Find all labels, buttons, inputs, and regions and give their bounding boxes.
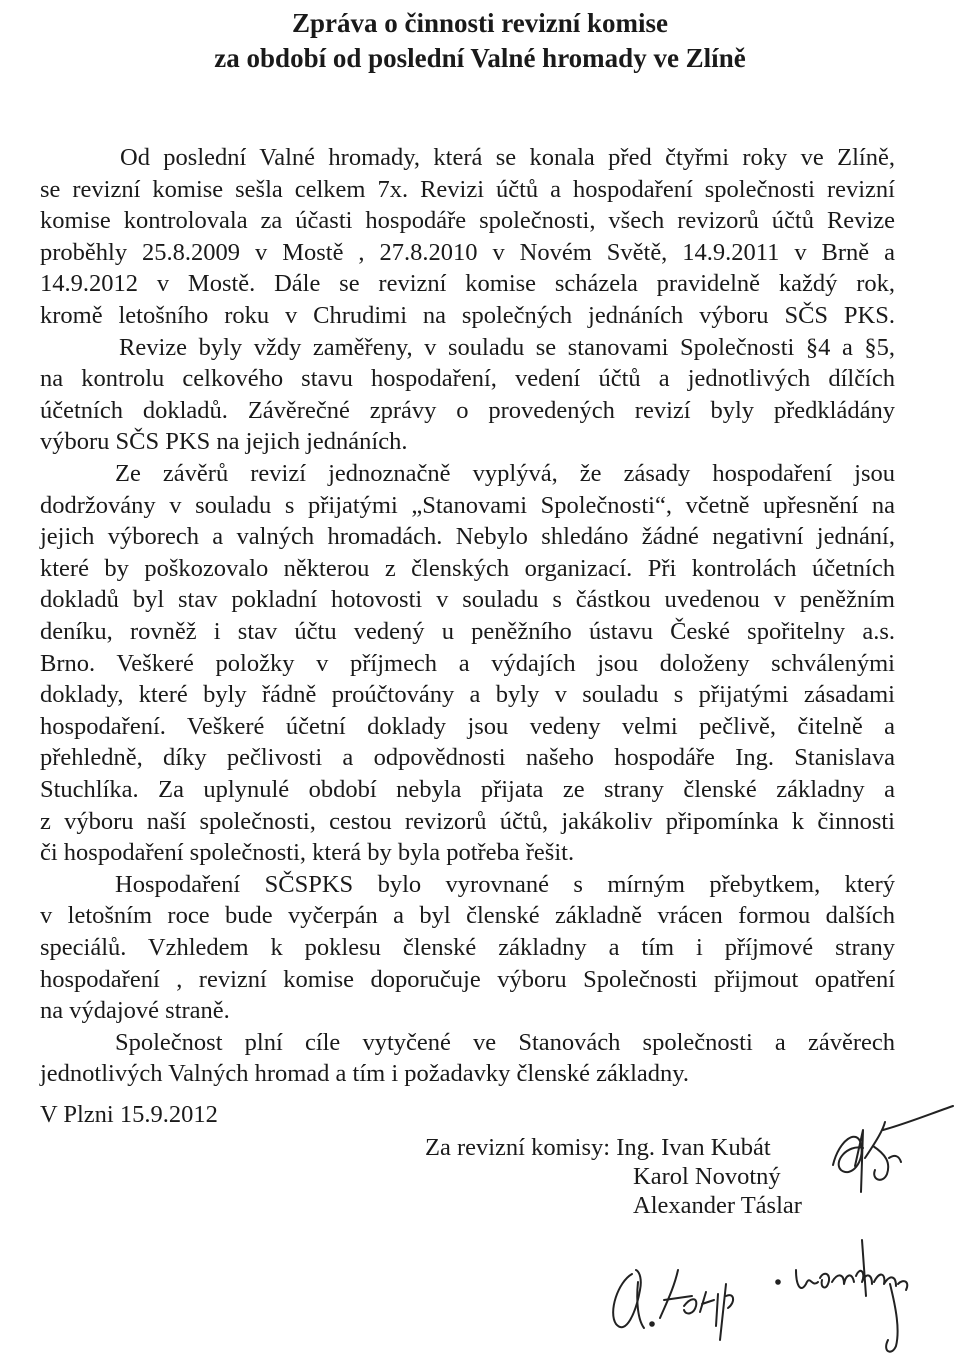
- handwritten-signatures-taslar-novotny: [600, 1212, 940, 1362]
- body-line: doklady, které byly řádně proúčtovány a byly v souladu s přijatými zásadami: [40, 681, 895, 709]
- body-line: Revize byly vždy zaměřeny, v souladu se stanovami Společnosti §4 a §5,: [119, 333, 895, 361]
- body-line: hospodaření , revizní komise doporučuje výboru Společnosti přijmout opatření: [40, 965, 895, 993]
- body-line: Společnost plní cíle vytyčené ve Stanovách společnosti a závěrech: [115, 1028, 895, 1056]
- body-line: dokladů byl stav pokladní hotovosti v souladu s částkou uvedenou v peněžním: [40, 586, 895, 614]
- body-line: výboru SČS PKS na jejich jednáních.: [40, 428, 408, 456]
- body-line: účetních dokladů. Závěrečné zprávy o provedených revizí byly předkládány: [40, 396, 895, 424]
- place-and-date: V Plzni 15.9.2012: [40, 1101, 218, 1128]
- body-line: kromě letošního roku v Chrudimi na společných jednáních výboru SČS PKS.: [40, 302, 895, 329]
- body-line: dodržovány v souladu s přijatými „Stanovami Společnosti“, včetně upřesnění na: [40, 491, 895, 519]
- body-line: jednotlivých Valných hromad a tím i požadavky členské základny.: [40, 1060, 690, 1088]
- document-subtitle: za období od poslední Valné hromady ve Zlíně: [214, 43, 746, 73]
- body-line: Hospodaření SČSPKS bylo vyrovnané s mírným přebytkem, který: [115, 870, 895, 898]
- body-line: se revizní komise sešla celkem 7x. Revizi účtů a hospodaření společnosti revizní: [40, 175, 895, 203]
- body-line: 14.9.2012 v Mostě. Dále se revizní komise scházela pravidelně každý rok,: [40, 270, 895, 298]
- body-line: z výboru naší společnosti, cestou revizorů účtů, jakákoliv připomínka k činnosti: [40, 807, 895, 835]
- body-line: Brno. Veškeré položky v příjmech a výdajích jsou doloženy schválenými: [40, 649, 895, 677]
- body-line: deníku, rovněž i stav účtu vedený u peněžního ústavu České spořitelny a.s.: [40, 618, 895, 645]
- body-line: které by poškozovalo některou z členských organizací. Při kontrolách účetních: [40, 554, 895, 582]
- body-line: Od poslední Valné hromady, která se konala před čtyřmi roky ve Zlíně,: [120, 144, 895, 171]
- body-line: či hospodaření společnosti, která by byla potřeba řešit.: [40, 839, 575, 867]
- body-line: jejich výborech a valných hromadách. Nebylo shledáno žádné negativní jednání,: [40, 523, 895, 551]
- body-line: proběhly 25.8.2009 v Mostě , 27.8.2010 v Novém Světě, 14.9.2011 v Brně a: [40, 238, 895, 266]
- body-line: přehledně, díky pečlivosti a odpovědnosti našeho hospodáře Ing. Stanislava: [40, 744, 895, 772]
- body-line: Stuchlíka. Za uplynulé období nebyla přijata ze strany členské základny a: [40, 776, 895, 803]
- signatory-ivan-kubat: Za revizní komisy: Ing. Ivan Kubát: [425, 1134, 771, 1161]
- body-line: v letošním roce bude vyčerpán a byl členské základně vrácen formou dalších: [40, 902, 895, 930]
- signatory-alexander-taslar: Alexander Táslar: [633, 1192, 802, 1219]
- body-line: Ze závěrů revizí jednoznačně vyplývá, že zásady hospodaření jsou: [115, 460, 895, 487]
- document-title: Zpráva o činnosti revizní komise: [291, 8, 668, 38]
- body-line: hospodaření. Veškeré účetní doklady jsou vedeny velmi pečlivě, čitelně a: [40, 712, 895, 740]
- handwritten-signature-kubat: [825, 1100, 960, 1210]
- signatory-karol-novotny: Karol Novotný: [633, 1163, 781, 1190]
- body-line: na kontrolu celkového stavu hospodaření, vedení účtů a jednotlivých dílčích: [40, 365, 895, 393]
- body-line: komise kontrolovala za účasti hospodáře společnosti, všech revizorů účtů Revize: [40, 207, 895, 235]
- body-line: na výdajové straně.: [40, 997, 230, 1025]
- body-line: speciálů. Vzhledem k poklesu členské základny a tím i příjmové strany: [40, 934, 895, 961]
